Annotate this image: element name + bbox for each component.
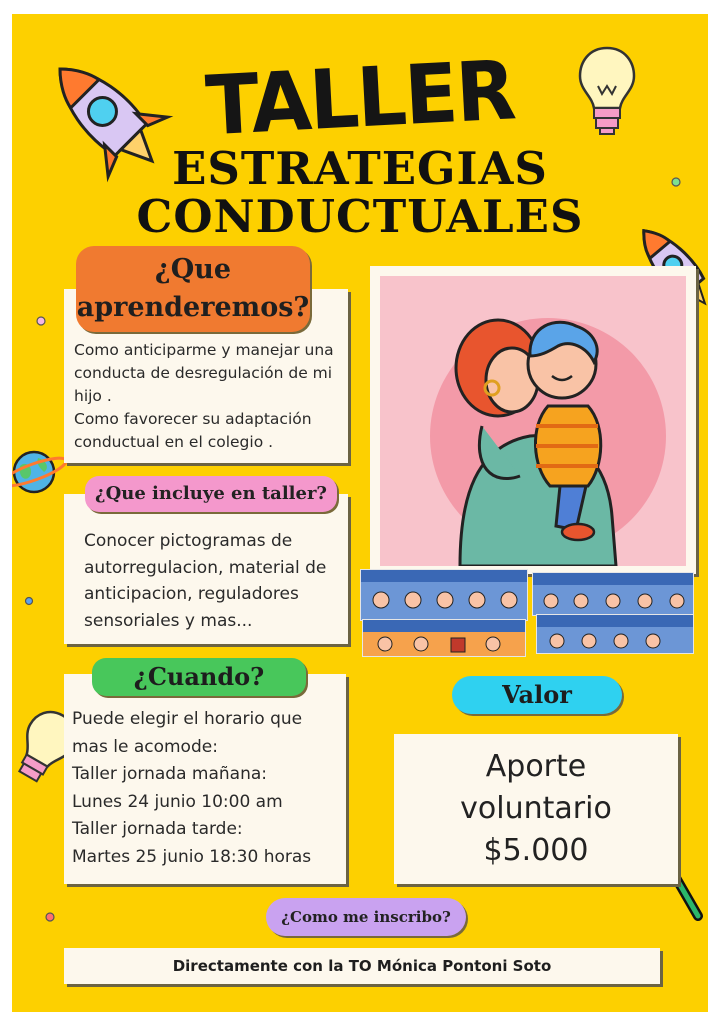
title-taller: TALLER <box>203 43 517 155</box>
strip-band <box>361 570 527 582</box>
incluye-card <box>64 494 348 644</box>
inscripcion-heading: ¿Como me inscribo? <box>266 898 466 936</box>
pictogram-strip <box>362 619 526 657</box>
pictogram-strip <box>536 614 694 654</box>
mother-child-illustration <box>380 276 686 566</box>
contact-card: Directamente con la TO Mónica Pontoni Soto <box>64 948 660 984</box>
pictogram-strip <box>360 569 528 621</box>
illustration-frame <box>370 266 696 574</box>
strip-band <box>533 573 693 585</box>
incluye-heading: ¿Que incluye en taller? <box>85 476 337 512</box>
valor-card <box>394 734 678 884</box>
pictogram-strip <box>532 572 694 616</box>
cuando-card <box>64 674 346 884</box>
aprender-body: Como anticiparme y manejar una conducta de desregulación de mi hijo . Como favorecer su adaptación conductual en el colegio . <box>74 341 334 451</box>
valor-heading: Valor <box>452 676 622 714</box>
strip-band <box>537 615 693 627</box>
aprender-heading <box>76 246 310 332</box>
cuando-body: Puede elegir el horario que mas le acomode: Taller jornada mañana: Lunes 24 junio 10:00 am Taller jornada tarde: Martes 25 junio 18:30 horas <box>72 709 312 867</box>
valor-body: Aporte voluntario $5.000 <box>460 749 612 868</box>
incluye-body: Conocer pictogramas de autorregulacion, material de anticipacion, reguladores sensoriales y mas... <box>84 531 327 631</box>
poster <box>12 14 708 1012</box>
strip-band <box>363 620 525 632</box>
title-line-2: CONDUCTUALES <box>136 190 584 243</box>
mother-hugging-child-image <box>380 276 686 566</box>
title-line-1: ESTRATEGIAS <box>172 142 548 195</box>
aprender-heading-text: ¿Que aprenderemos? <box>76 254 310 323</box>
cuando-heading: ¿Cuando? <box>92 658 306 696</box>
